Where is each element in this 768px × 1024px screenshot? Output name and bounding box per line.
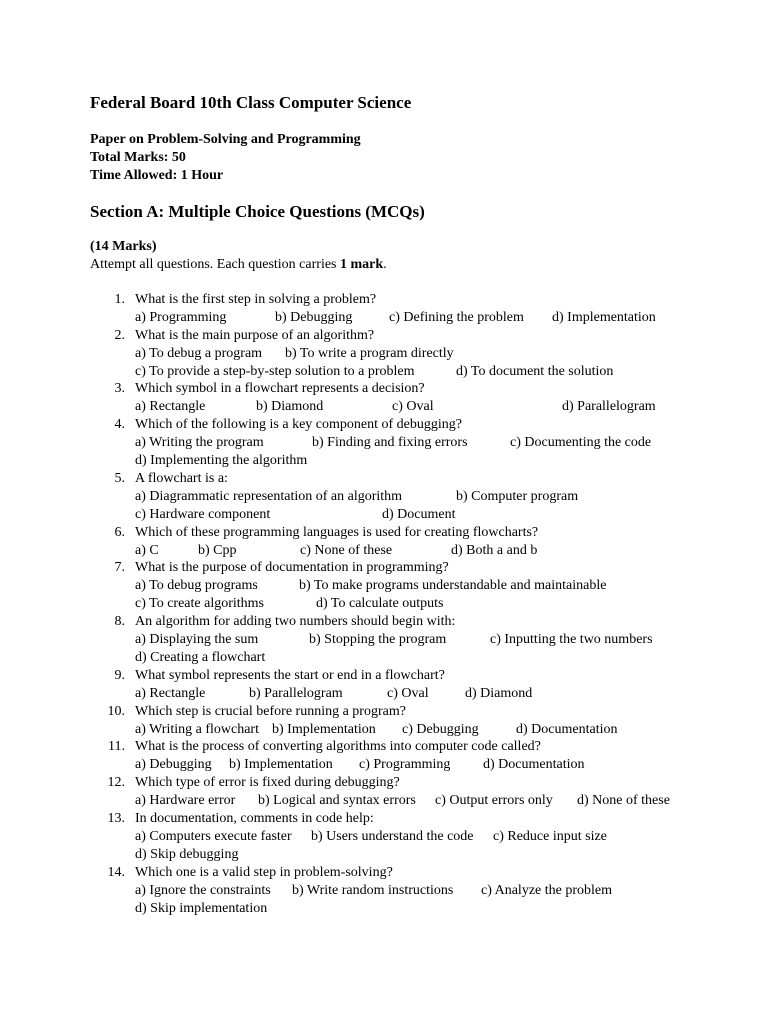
- question-number: 13.: [107, 811, 125, 827]
- question-item: [90, 774, 730, 810]
- answer-option: b) Users understand the code: [311, 828, 474, 844]
- options-line: [135, 685, 730, 703]
- answer-option: d) Parallelogram: [562, 399, 656, 415]
- question-number: 8.: [114, 614, 125, 630]
- answer-option: b) Logical and syntax errors: [258, 793, 416, 809]
- options-line: [135, 631, 730, 649]
- options-line: [135, 398, 730, 416]
- question-item: [90, 613, 730, 667]
- options-line: [135, 721, 730, 739]
- answer-option: c) Inputting the two numbers: [490, 632, 653, 648]
- answer-option: a) Writing a flowchart: [135, 721, 259, 737]
- answer-option: c) Defining the problem: [389, 309, 524, 325]
- question-text: In documentation, comments in code help:: [135, 811, 374, 827]
- options-line: [135, 488, 730, 506]
- answer-option: b) Parallelogram: [249, 685, 343, 701]
- answer-option: c) Analyze the problem: [481, 882, 613, 898]
- options-line: [135, 846, 730, 864]
- answer-option: a) Computers execute faster: [135, 828, 292, 844]
- question-list: [90, 291, 730, 917]
- question-item: [90, 810, 730, 864]
- options-line: [135, 345, 730, 363]
- options-line: [135, 363, 730, 381]
- question-text: What symbol represents the start or end in a flowchart?: [135, 667, 445, 683]
- question-item: [90, 470, 730, 524]
- answer-option: d) Skip debugging: [135, 846, 239, 862]
- answer-option: d) To calculate outputs: [316, 596, 444, 612]
- answer-option: c) Debugging: [402, 721, 479, 737]
- answer-option: a) Ignore the constraints: [135, 882, 271, 898]
- question-text: Which step is crucial before running a program?: [135, 703, 406, 719]
- options-line: [135, 506, 730, 524]
- answer-option: d) None of these: [577, 793, 670, 809]
- question-number: 1.: [114, 292, 125, 307]
- answer-option: a) Rectangle: [135, 399, 206, 415]
- question-text: Which type of error is fixed during debugging?: [135, 775, 400, 791]
- answer-option: c) Oval: [392, 399, 434, 415]
- question-item: [90, 667, 730, 703]
- answer-option: a) C: [135, 542, 159, 558]
- answer-option: c) To provide a step-by-step solution to a problem: [135, 363, 415, 379]
- answer-option: d) Implementing the algorithm: [135, 453, 308, 469]
- section-title: Section A: Multiple Choice Questions (MCQs): [90, 202, 425, 221]
- question-text: What is the first step in solving a problem?: [135, 292, 377, 307]
- options-line: [135, 452, 730, 470]
- options-line: [135, 649, 730, 667]
- question-number: 12.: [107, 775, 125, 791]
- instruction-end: .: [383, 257, 387, 272]
- answer-option: b) Computer program: [456, 488, 579, 504]
- options-line: [135, 595, 730, 613]
- question-text: A flowchart is a:: [135, 470, 228, 486]
- question-number: 6.: [114, 524, 125, 540]
- options-line: [135, 792, 730, 810]
- question-number: 5.: [114, 470, 125, 486]
- options-line: [135, 577, 730, 595]
- answer-option: a) Rectangle: [135, 685, 206, 701]
- answer-option: b) Diamond: [256, 399, 324, 415]
- question-number: 10.: [107, 703, 125, 719]
- section-marks: (14 Marks): [90, 239, 157, 254]
- answer-option: c) None of these: [300, 542, 393, 558]
- question-item: [90, 738, 730, 774]
- question-text: Which of these programming languages is used for creating flowcharts?: [135, 524, 539, 540]
- instruction-bold: 1 mark: [340, 257, 384, 272]
- answer-option: a) Displaying the sum: [135, 632, 259, 648]
- answer-option: d) Implementation: [552, 309, 656, 325]
- answer-option: b) Finding and fixing errors: [312, 435, 468, 451]
- question-number: 9.: [114, 667, 125, 683]
- answer-option: a) Writing the program: [135, 435, 264, 451]
- exam-paper: [90, 92, 730, 917]
- answer-option: c) Oval: [387, 685, 429, 701]
- question-item: [90, 864, 730, 918]
- instruction-text: Attempt all questions. Each question carries: [90, 257, 340, 272]
- answer-option: c) Output errors only: [435, 793, 553, 809]
- question-number: 14.: [107, 864, 125, 880]
- paper-meta: [90, 131, 730, 185]
- question-item: [90, 416, 730, 470]
- document-title: Federal Board 10th Class Computer Science: [90, 93, 412, 112]
- options-line: [135, 434, 730, 452]
- answer-option: a) Diagrammatic representation of an algorithm: [135, 488, 403, 504]
- question-number: 4.: [114, 417, 125, 433]
- answer-option: c) Programming: [359, 757, 451, 773]
- answer-option: b) To write a program directly: [285, 345, 454, 361]
- question-number: 11.: [108, 739, 125, 755]
- time-allowed: Time Allowed: 1 Hour: [90, 168, 224, 183]
- answer-option: c) Hardware component: [135, 506, 271, 522]
- question-item: [90, 703, 730, 739]
- options-line: [135, 882, 730, 900]
- answer-option: c) Documenting the code: [510, 435, 652, 451]
- question-text: What is the process of converting algorithms into computer code called?: [135, 739, 541, 755]
- question-text: Which symbol in a flowchart represents a decision?: [135, 381, 425, 397]
- options-line: [135, 900, 730, 918]
- answer-option: d) To document the solution: [456, 363, 614, 379]
- answer-option: c) Reduce input size: [493, 828, 607, 844]
- question-item: [90, 291, 730, 327]
- answer-option: b) Implementation: [229, 757, 333, 773]
- question-text: Which one is a valid step in problem-solving?: [135, 864, 393, 880]
- answer-option: b) Write random instructions: [292, 882, 454, 898]
- question-item: [90, 524, 730, 560]
- answer-option: a) Hardware error: [135, 793, 236, 809]
- question-text: What is the main purpose of an algorithm?: [135, 327, 375, 343]
- answer-option: b) Implementation: [272, 721, 376, 737]
- question-text: Which of the following is a key component of debugging?: [135, 417, 462, 433]
- options-line: [135, 828, 730, 846]
- answer-option: d) Document: [382, 506, 456, 522]
- answer-option: a) Debugging: [135, 757, 212, 773]
- question-number: 7.: [114, 560, 125, 576]
- answer-option: d) Both a and b: [451, 542, 538, 558]
- section-instruction: [90, 256, 730, 274]
- answer-option: d) Creating a flowchart: [135, 649, 266, 665]
- question-text: An algorithm for adding two numbers should begin with:: [135, 614, 456, 630]
- answer-option: d) Diamond: [465, 685, 533, 701]
- answer-option: d) Skip implementation: [135, 900, 268, 916]
- question-item: [90, 380, 730, 416]
- paper-name: Paper on Problem-Solving and Programming: [90, 132, 361, 147]
- total-marks: Total Marks: 50: [90, 150, 186, 165]
- question-item: [90, 327, 730, 381]
- answer-option: c) To create algorithms: [135, 596, 264, 612]
- answer-option: b) To make programs understandable and maintainable: [299, 578, 607, 594]
- question-number: 2.: [114, 327, 125, 343]
- answer-option: d) Documentation: [516, 721, 618, 737]
- question-item: [90, 559, 730, 613]
- answer-option: d) Documentation: [483, 757, 585, 773]
- options-line: [135, 309, 730, 327]
- question-number: 3.: [114, 381, 125, 397]
- answer-option: b) Stopping the program: [309, 632, 447, 648]
- question-text: What is the purpose of documentation in programming?: [135, 560, 449, 576]
- answer-option: a) Programming: [135, 309, 227, 325]
- answer-option: b) Debugging: [275, 309, 353, 325]
- answer-option: b) Cpp: [198, 542, 237, 558]
- options-line: [135, 756, 730, 774]
- answer-option: a) To debug a program: [135, 345, 263, 361]
- answer-option: a) To debug programs: [135, 578, 258, 594]
- options-line: [135, 542, 730, 560]
